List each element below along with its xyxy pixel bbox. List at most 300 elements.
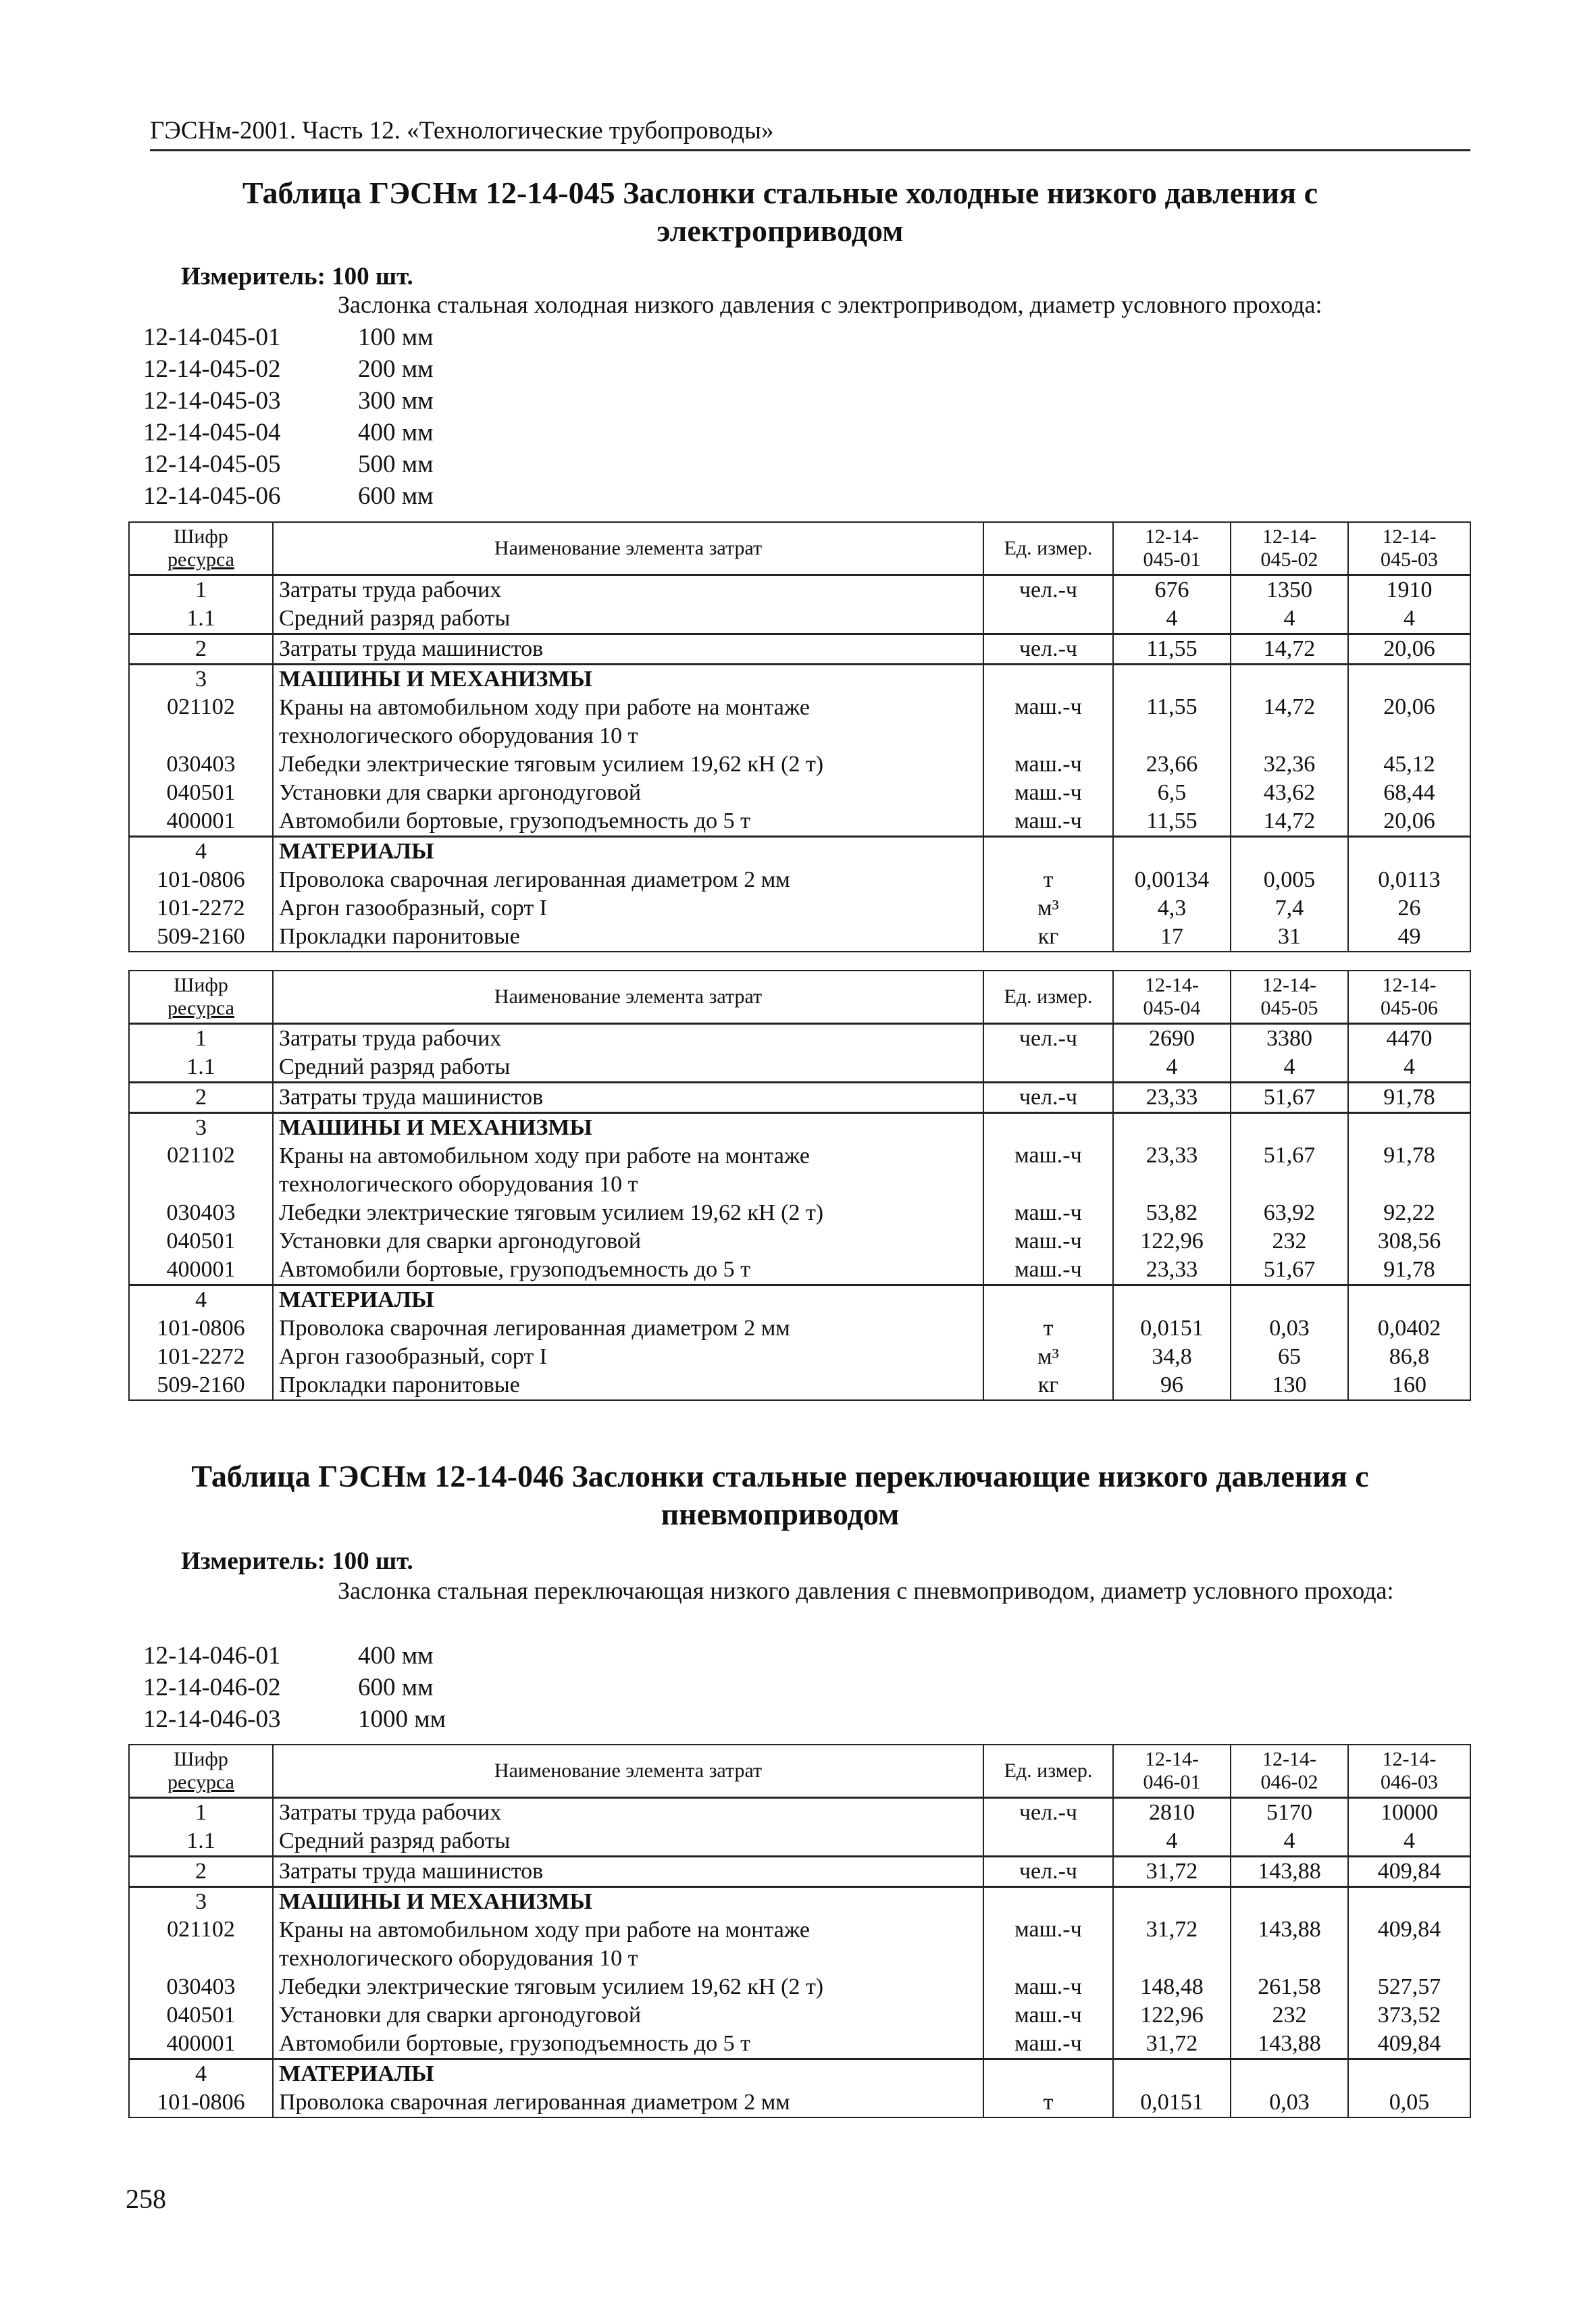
header-rate-code [1231,1745,1348,1798]
header-code [129,522,273,575]
resource-code: 101-2272 [129,1343,273,1371]
cost-element-name: Краны на автомобильном ходу при работе на монтаже технологического оборудования 10 т [273,1916,983,1973]
header-unit: Ед. измер. [983,971,1113,1024]
value-cell: 11,55 [1113,807,1231,837]
table-row [129,1199,1470,1227]
cost-element-name: Краны на автомобильном ходу при работе на монтаже технологического оборудования 10 т [273,1142,983,1199]
value-cell: 0,0402 [1348,1314,1470,1343]
item-size: 100 мм [358,324,434,351]
rate-code-line2: 046-03 [1381,1771,1438,1793]
unit-cell: т [983,866,1113,894]
cost-element-name: МАШИНЫ И МЕХАНИЗМЫ [273,1113,983,1143]
unit-cell: кг [983,923,1113,952]
value-cell [1348,1285,1470,1315]
table-row [129,1256,1470,1285]
cost-element-name: Лебедки электрические тяговым усилием 19,62 кН (2 т) [273,1199,983,1227]
value-cell: 373,52 [1348,2001,1470,2030]
value-cell: 14,72 [1231,694,1348,750]
value-cell: 31,72 [1113,2030,1231,2059]
table-row [129,1916,1470,1973]
value-cell: 4,3 [1113,894,1231,923]
header-code-line2: ресурса [168,1771,234,1793]
table-row [129,1227,1470,1256]
item-code: 12-14-046-03 [143,1705,281,1733]
unit-cell: маш.-ч [983,779,1113,807]
value-cell: 0,0113 [1348,866,1470,894]
header-code-line2: ресурса [168,997,234,1019]
value-cell: 51,67 [1231,1256,1348,1285]
value-cell: 143,88 [1231,2030,1348,2059]
item-row [143,480,434,512]
resource-code: 040501 [129,779,273,807]
header-code [129,1745,273,1798]
value-cell: 409,84 [1348,1916,1470,1973]
table-row [129,1113,1470,1143]
value-cell: 23,66 [1113,750,1231,779]
item-code: 12-14-045-06 [143,482,281,510]
value-cell: 122,96 [1113,1227,1231,1256]
rate-code-line2: 046-02 [1260,1771,1318,1793]
value-cell: 4 [1113,1827,1231,1857]
value-cell: 23,33 [1113,1083,1231,1113]
table-045-measure: Измеритель: 100 шт. [181,263,413,290]
unit-cell: чел.-ч [983,575,1113,605]
value-cell [1231,2059,1348,2089]
cost-element-name: Затраты труда рабочих [273,1798,983,1828]
table-row [129,1973,1470,2001]
value-cell [1231,1285,1348,1315]
value-cell: 0,05 [1348,2088,1470,2117]
value-cell: 4 [1113,605,1231,634]
value-cell [1348,1113,1470,1143]
cost-element-name: МАТЕРИАЛЫ [273,1285,983,1315]
value-cell: 45,12 [1348,750,1470,779]
cost-element-name: Средний разряд работы [273,605,983,634]
resource-code: 4 [129,1285,273,1315]
rate-code-line2: 046-01 [1143,1771,1201,1793]
item-size: 500 мм [358,451,434,478]
cost-element-name: Автомобили бортовые, грузоподъемность до 5 т [273,2030,983,2059]
rate-code-line1: 12-14- [1262,974,1316,996]
table-row [129,1887,1470,1917]
header-name: Наименование элемента затрат [273,1745,983,1798]
value-cell: 308,56 [1348,1227,1470,1256]
item-code: 12-14-045-01 [143,324,281,351]
value-cell: 0,03 [1231,2088,1348,2117]
cost-element-name: Прокладки паронитовые [273,1371,983,1400]
resource-code: 101-0806 [129,2088,273,2117]
unit-cell: чел.-ч [983,1798,1113,1828]
value-cell: 63,92 [1231,1199,1348,1227]
resource-code: 030403 [129,750,273,779]
table-046-measure: Измеритель: 100 шт. [181,1547,413,1575]
item-row [143,448,434,480]
value-cell: 1350 [1231,575,1348,605]
value-cell: 0,03 [1231,1314,1348,1343]
table-row [129,1798,1470,1828]
value-cell: 11,55 [1113,634,1231,665]
item-row [143,1640,446,1672]
header-rate-code [1348,971,1470,1024]
rate-code-line1: 12-14- [1145,525,1199,548]
header-unit: Ед. измер. [983,522,1113,575]
value-cell: 143,88 [1231,1857,1348,1887]
unit-cell [983,1113,1113,1143]
rate-code-line2: 045-04 [1143,997,1201,1019]
table-row [129,2088,1470,2117]
resource-code: 400001 [129,1256,273,1285]
resource-code: 3 [129,665,273,694]
cost-element-name: Автомобили бортовые, грузоподъемность до 5 т [273,1256,983,1285]
resource-code: 4 [129,837,273,867]
value-cell: 7,4 [1231,894,1348,923]
header-rate-code [1348,522,1470,575]
table-row [129,923,1470,952]
table-row [129,837,1470,867]
item-code: 12-14-045-05 [143,451,281,478]
value-cell: 17 [1113,923,1231,952]
unit-cell: чел.-ч [983,1083,1113,1113]
resource-code: 1.1 [129,1053,273,1083]
header-code [129,971,273,1024]
value-cell: 23,33 [1113,1142,1231,1199]
value-cell: 409,84 [1348,1857,1470,1887]
unit-cell: маш.-ч [983,1142,1113,1199]
table-045-item-list [143,322,434,512]
table-row [129,575,1470,605]
value-cell: 96 [1113,1371,1231,1400]
cost-element-name: Затраты труда машинистов [273,1083,983,1113]
running-header: ГЭСНм-2001. Часть 12. «Технологические трубопроводы» [150,116,1470,151]
table-row [129,779,1470,807]
value-cell: 4 [1348,605,1470,634]
item-size: 300 мм [358,387,434,415]
resource-code: 030403 [129,1973,273,2001]
header-rate-code [1348,1745,1470,1798]
value-cell: 23,33 [1113,1256,1231,1285]
header-rate-code [1231,971,1348,1024]
resource-code: 1 [129,575,273,605]
cost-element-name: МАШИНЫ И МЕХАНИЗМЫ [273,665,983,694]
unit-cell: чел.-ч [983,1857,1113,1887]
table-046-title [138,1458,1422,1533]
cost-element-name: Средний разряд работы [273,1827,983,1857]
header-code-line1: Шифр [174,525,228,548]
item-code: 12-14-045-02 [143,355,281,383]
table-row [129,694,1470,750]
value-cell: 11,55 [1113,694,1231,750]
value-cell: 10000 [1348,1798,1470,1828]
rate-table-046 [128,1744,1471,2118]
table-row [129,750,1470,779]
table-row [129,1053,1470,1083]
table-046-title-line2: пневмоприводом [661,1497,900,1531]
value-cell: 261,58 [1231,1973,1348,2001]
value-cell [1348,2059,1470,2089]
cost-element-name: Затраты труда рабочих [273,575,983,605]
table-row [129,605,1470,634]
value-cell [1348,665,1470,694]
table-046-description: Заслонка стальная переключающая низкого давления с пневмоприводом, диаметр условного прохода: [338,1577,1394,1604]
item-code: 12-14-045-04 [143,419,281,446]
item-row [143,385,434,417]
rate-table-045-a [128,521,1471,952]
cost-element-name: Лебедки электрические тяговым усилием 19,62 кН (2 т) [273,750,983,779]
resource-code: 1 [129,1024,273,1054]
cost-element-name: Автомобили бортовые, грузоподъемность до 5 т [273,807,983,837]
header-name: Наименование элемента затрат [273,522,983,575]
value-cell: 20,06 [1348,807,1470,837]
value-cell: 130 [1231,1371,1348,1400]
value-cell: 4 [1231,605,1348,634]
unit-cell [983,837,1113,867]
item-code: 12-14-045-03 [143,387,281,415]
unit-cell: чел.-ч [983,634,1113,665]
cost-element-name: Затраты труда машинистов [273,634,983,665]
rate-code-line1: 12-14- [1382,974,1437,996]
unit-cell: маш.-ч [983,1916,1113,1973]
rate-code-line1: 12-14- [1145,974,1199,996]
value-cell: 1910 [1348,575,1470,605]
item-row [143,1703,446,1735]
unit-cell [983,605,1113,634]
value-cell: 0,00134 [1113,866,1231,894]
unit-cell: маш.-ч [983,1227,1113,1256]
table-row [129,1371,1470,1400]
value-cell [1231,837,1348,867]
unit-cell [983,1887,1113,1917]
value-cell [1113,665,1231,694]
value-cell: 143,88 [1231,1916,1348,1973]
value-cell: 14,72 [1231,634,1348,665]
table-header-row [129,1745,1470,1798]
item-size: 1000 мм [358,1705,446,1733]
value-cell [1113,1285,1231,1315]
unit-cell: кг [983,1371,1113,1400]
cost-element-name: Средний разряд работы [273,1053,983,1083]
value-cell [1348,837,1470,867]
table-row [129,634,1470,665]
resource-code: 1 [129,1798,273,1828]
resource-code: 101-2272 [129,894,273,923]
cost-element-name: Установки для сварки аргонодуговой [273,779,983,807]
table-row [129,1827,1470,1857]
value-cell: 122,96 [1113,2001,1231,2030]
table-row [129,1343,1470,1371]
value-cell: 409,84 [1348,2030,1470,2059]
value-cell: 0,0151 [1113,2088,1231,2117]
value-cell: 34,8 [1113,1343,1231,1371]
resource-code: 040501 [129,1227,273,1256]
unit-cell: маш.-ч [983,1256,1113,1285]
value-cell: 4 [1348,1053,1470,1083]
value-cell: 20,06 [1348,694,1470,750]
value-cell: 148,48 [1113,1973,1231,2001]
resource-code: 021102 [129,694,273,750]
value-cell: 51,67 [1231,1083,1348,1113]
item-size: 600 мм [358,1674,434,1701]
value-cell: 5170 [1231,1798,1348,1828]
unit-cell: т [983,2088,1113,2117]
resource-code: 021102 [129,1142,273,1199]
unit-cell: маш.-ч [983,1973,1113,2001]
table-row [129,1024,1470,1054]
header-code-line1: Шифр [174,974,228,996]
value-cell: 2690 [1113,1024,1231,1054]
value-cell: 68,44 [1348,779,1470,807]
cost-element-name: Проволока сварочная легированная диаметром 2 мм [273,866,983,894]
table-row [129,1083,1470,1113]
table-row [129,2030,1470,2059]
value-cell: 4 [1113,1053,1231,1083]
cost-element-name: Краны на автомобильном ходу при работе на монтаже технологического оборудования 10 т [273,694,983,750]
value-cell: 43,62 [1231,779,1348,807]
value-cell: 14,72 [1231,807,1348,837]
value-cell: 91,78 [1348,1083,1470,1113]
unit-cell: м³ [983,1343,1113,1371]
value-cell: 160 [1348,1371,1470,1400]
header-rate-code [1113,522,1231,575]
cost-element-name: Затраты труда машинистов [273,1857,983,1887]
cost-element-name: МАШИНЫ И МЕХАНИЗМЫ [273,1887,983,1917]
unit-cell [983,2059,1113,2089]
rate-table-045-b [128,970,1471,1401]
rate-code-line2: 045-05 [1260,997,1318,1019]
cost-element-name: Установки для сварки аргонодуговой [273,1227,983,1256]
cost-element-name: Проволока сварочная легированная диаметром 2 мм [273,2088,983,2117]
value-cell [1231,1887,1348,1917]
item-code: 12-14-046-02 [143,1674,281,1701]
resource-code: 509-2160 [129,923,273,952]
cost-element-name: Лебедки электрические тяговым усилием 19,62 кН (2 т) [273,1973,983,2001]
header-rate-code [1113,971,1231,1024]
table-046-item-list [143,1640,446,1735]
resource-code: 1.1 [129,1827,273,1857]
item-size: 400 мм [358,1642,434,1670]
value-cell: 4 [1231,1827,1348,1857]
rate-code-line1: 12-14- [1262,525,1316,548]
table-row [129,1314,1470,1343]
resource-code: 2 [129,634,273,665]
resource-code: 4 [129,2059,273,2089]
unit-cell [983,1827,1113,1857]
resource-code: 101-0806 [129,1314,273,1343]
table-header-row [129,971,1470,1024]
table-row [129,1285,1470,1315]
resource-code: 2 [129,1857,273,1887]
rate-code-line2: 045-01 [1143,548,1201,571]
resource-code: 3 [129,1887,273,1917]
table-row [129,807,1470,837]
value-cell: 4 [1231,1053,1348,1083]
table-row [129,2059,1470,2089]
resource-code: 1.1 [129,605,273,634]
cost-element-name: МАТЕРИАЛЫ [273,837,983,867]
unit-cell: маш.-ч [983,1199,1113,1227]
value-cell: 31,72 [1113,1916,1231,1973]
value-cell: 31 [1231,923,1348,952]
value-cell: 51,67 [1231,1142,1348,1199]
unit-cell: маш.-ч [983,807,1113,837]
unit-cell: маш.-ч [983,2001,1113,2030]
table-045-description: Заслонка стальная холодная низкого давления с электроприводом, диаметр условного прохода: [338,291,1322,318]
rate-code-line1: 12-14- [1145,1748,1199,1770]
rate-code-line2: 045-02 [1260,548,1318,571]
cost-element-name: Проволока сварочная легированная диаметром 2 мм [273,1314,983,1343]
header-code-line1: Шифр [174,1748,228,1770]
resource-code: 509-2160 [129,1371,273,1400]
cost-element-name: Прокладки паронитовые [273,923,983,952]
item-size: 400 мм [358,419,434,446]
value-cell [1231,1113,1348,1143]
value-cell: 3380 [1231,1024,1348,1054]
resource-code: 021102 [129,1916,273,1973]
value-cell: 232 [1231,2001,1348,2030]
table-header-row [129,522,1470,575]
item-row [143,353,434,385]
cost-element-name: Аргон газообразный, сорт I [273,1343,983,1371]
table-045-title [138,174,1422,250]
value-cell [1231,665,1348,694]
table-row [129,1142,1470,1199]
value-cell: 6,5 [1113,779,1231,807]
table-046-title-line1: Таблица ГЭСНм 12-14-046 Заслонки стальные переключающие низкого давления с [191,1459,1369,1493]
item-row [143,1672,446,1703]
unit-cell [983,665,1113,694]
item-row [143,417,434,448]
value-cell: 676 [1113,575,1231,605]
table-row [129,665,1470,694]
value-cell: 26 [1348,894,1470,923]
resource-code: 3 [129,1113,273,1143]
value-cell: 2810 [1113,1798,1231,1828]
value-cell: 92,22 [1348,1199,1470,1227]
table-row [129,866,1470,894]
value-cell [1113,2059,1231,2089]
rate-code-line1: 12-14- [1262,1748,1316,1770]
header-unit: Ед. измер. [983,1745,1113,1798]
page-number: 258 [126,2184,166,2214]
rate-code-line2: 045-03 [1381,548,1438,571]
value-cell: 32,36 [1231,750,1348,779]
cost-element-name: Аргон газообразный, сорт I [273,894,983,923]
value-cell [1113,1887,1231,1917]
table-045-title-line2: электроприводом [657,213,904,248]
rate-code-line1: 12-14- [1382,1748,1437,1770]
value-cell: 0,0151 [1113,1314,1231,1343]
value-cell: 53,82 [1113,1199,1231,1227]
table-row [129,894,1470,923]
value-cell: 0,005 [1231,866,1348,894]
rate-code-line1: 12-14- [1382,525,1437,548]
value-cell: 527,57 [1348,1973,1470,2001]
unit-cell: маш.-ч [983,2030,1113,2059]
item-code: 12-14-046-01 [143,1642,281,1670]
value-cell: 4 [1348,1827,1470,1857]
table-row [129,1857,1470,1887]
value-cell [1348,1887,1470,1917]
resource-code: 030403 [129,1199,273,1227]
unit-cell: маш.-ч [983,750,1113,779]
value-cell: 20,06 [1348,634,1470,665]
header-rate-code [1231,522,1348,575]
value-cell: 86,8 [1348,1343,1470,1371]
value-cell: 49 [1348,923,1470,952]
value-cell: 232 [1231,1227,1348,1256]
cost-element-name: Затраты труда рабочих [273,1024,983,1054]
header-name: Наименование элемента затрат [273,971,983,1024]
item-size: 200 мм [358,355,434,383]
